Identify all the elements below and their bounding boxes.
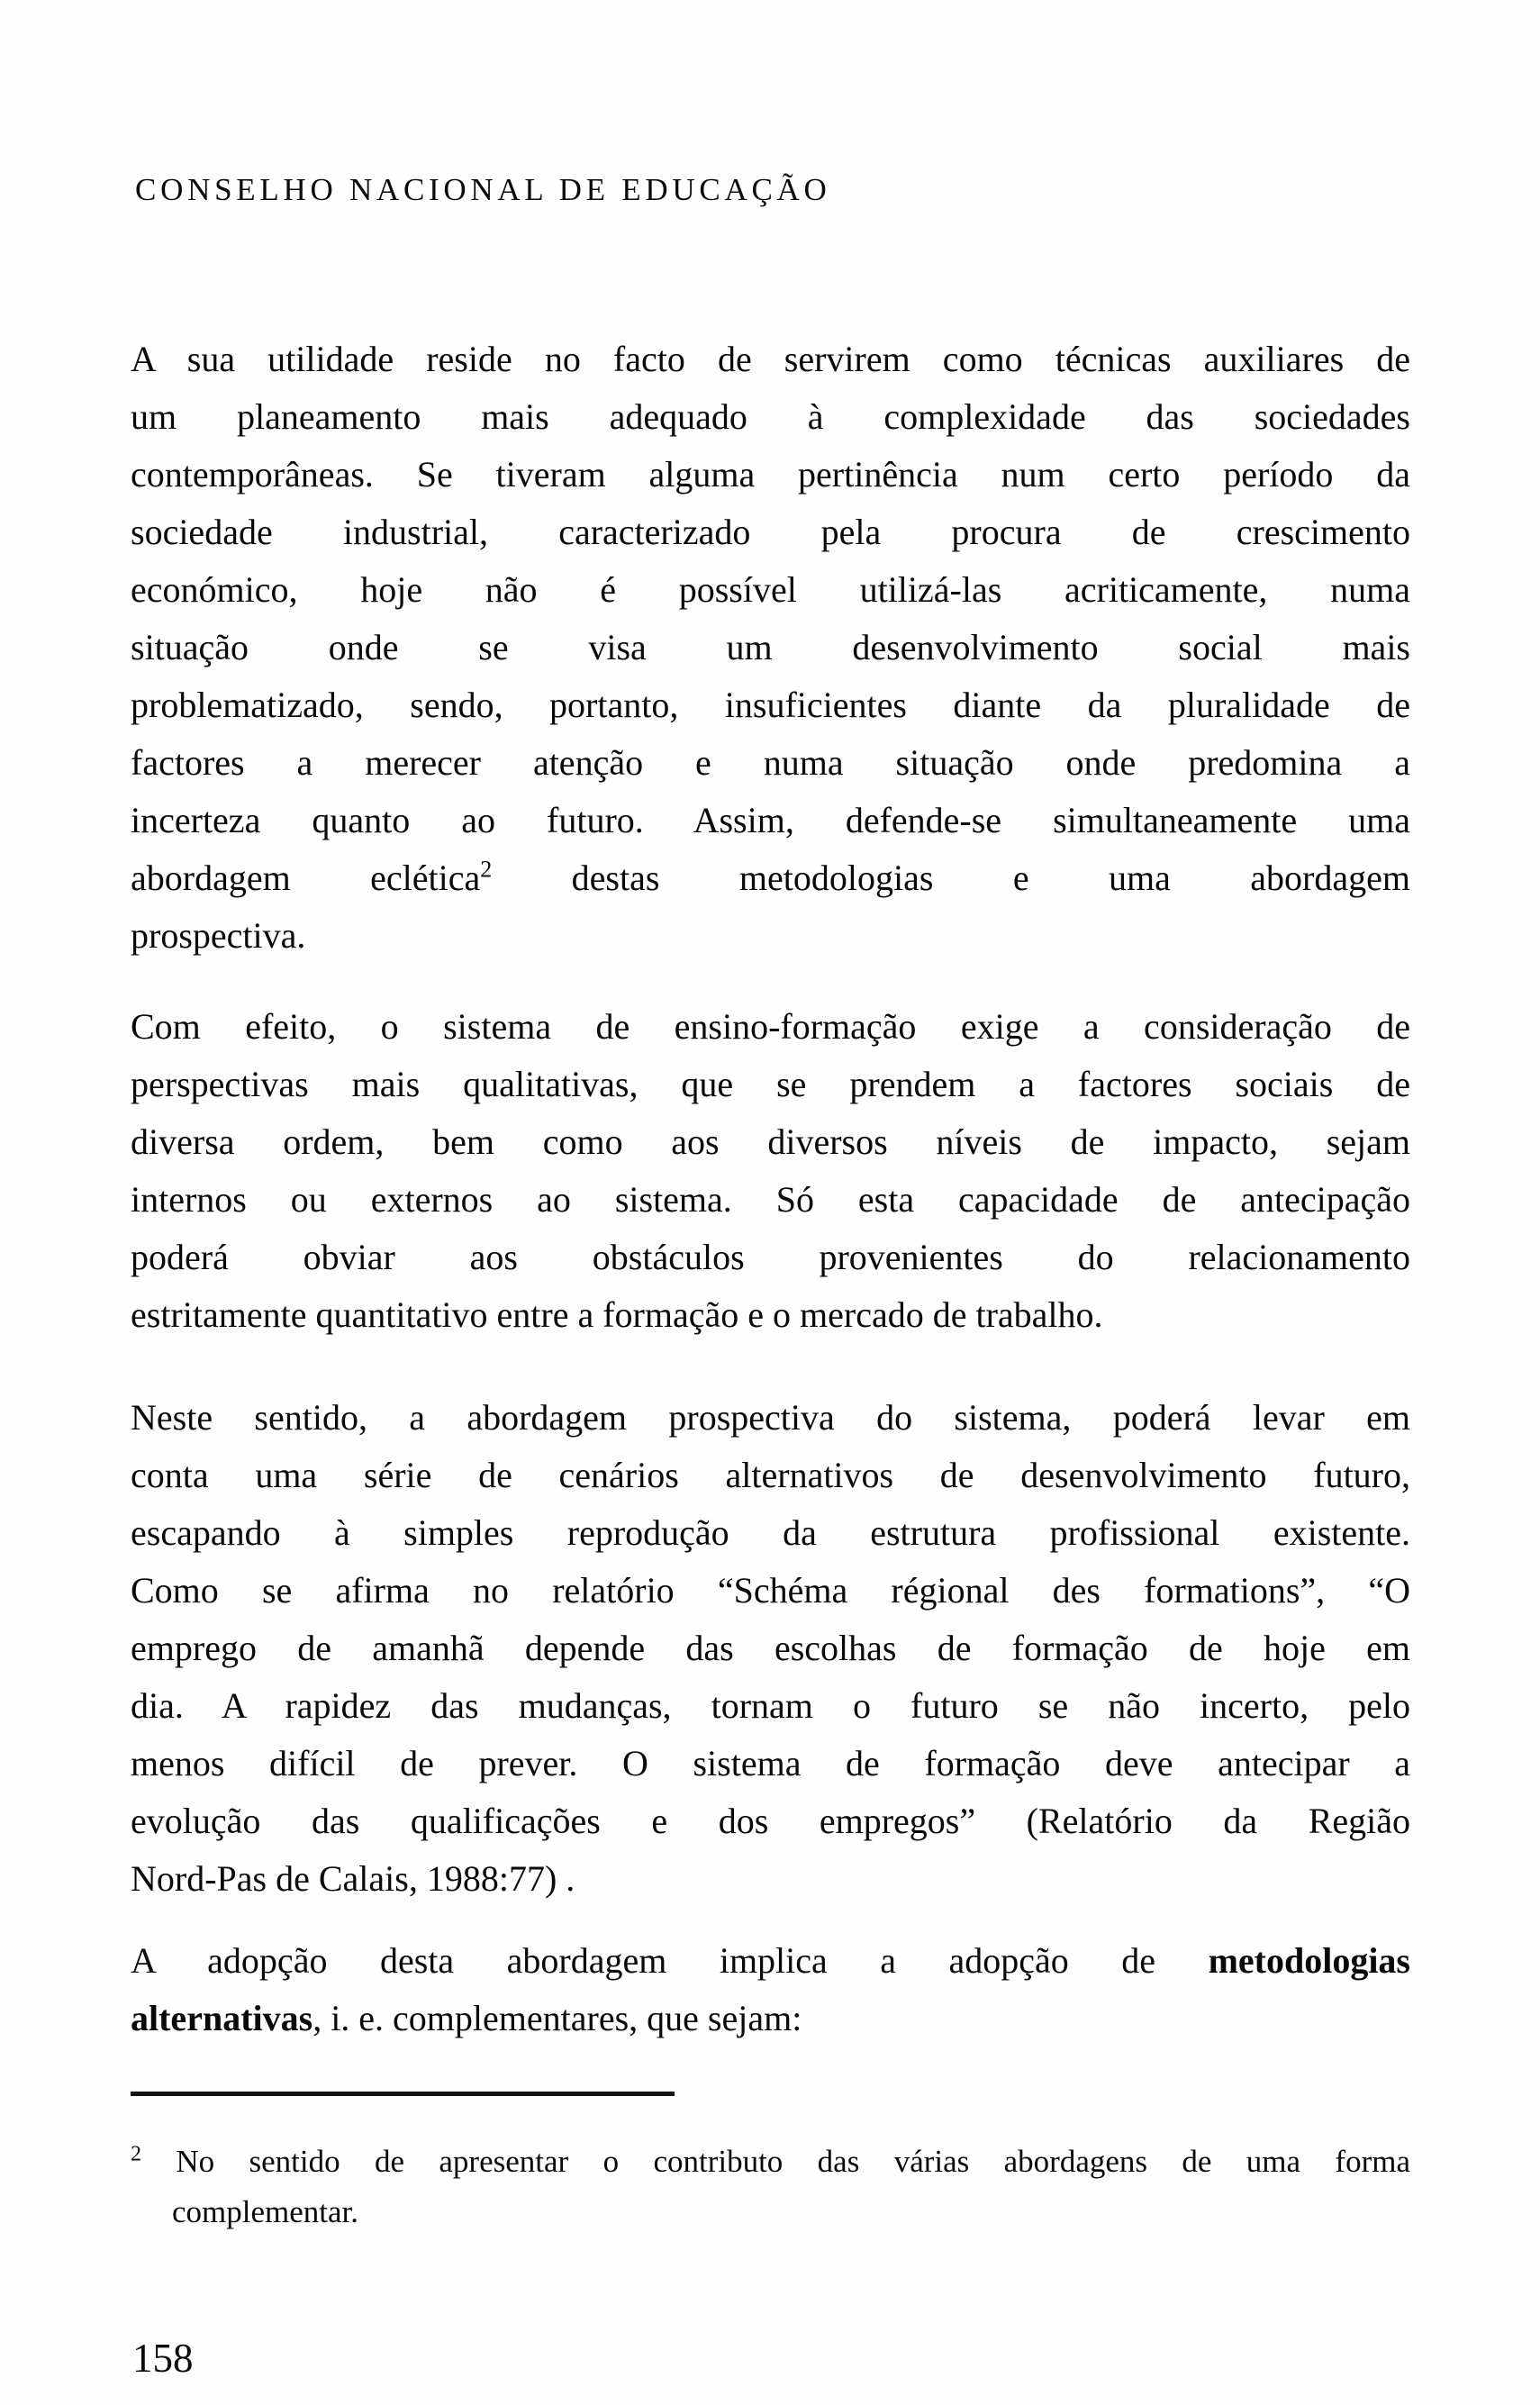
paragraph-4 bbox=[131, 1932, 1410, 2047]
text-line: emprego de amanhã depende das escolhas de formação de hoje em bbox=[131, 1628, 1410, 1668]
text-line: situação onde se visa um desenvolvimento social mais bbox=[131, 627, 1410, 667]
footnote-text: No sentido de apresentar o contributo das várias abordagens de uma forma bbox=[176, 2144, 1410, 2179]
text-line: Como se afirma no relatório “Schéma régional des formations”, “O bbox=[131, 1570, 1410, 1611]
text-line-with-footnote-ref bbox=[131, 849, 1410, 907]
bold-text-segment: metodologias bbox=[1208, 1940, 1410, 1981]
paragraph-1 bbox=[131, 331, 1410, 965]
text-line: diversa ordem, bem como aos diversos níveis de impacto, sejam bbox=[131, 1121, 1410, 1162]
text-line: Com efeito, o sistema de ensino-formação exige a consideração de bbox=[131, 1006, 1410, 1047]
text-line: escapando à simples reprodução da estrutura profissional existente. bbox=[131, 1512, 1410, 1553]
text-line: Neste sentido, a abordagem prospectiva do sistema, poderá levar em bbox=[131, 1397, 1410, 1438]
text-line: factores a merecer atenção e numa situação onde predomina a bbox=[131, 742, 1410, 783]
text-line: económico, hoje não é possível utilizá-las acriticamente, numa bbox=[131, 569, 1410, 610]
text-segment: destas metodologias e uma abordagem bbox=[571, 858, 1410, 898]
text-line: prospectiva. bbox=[131, 915, 306, 956]
bold-text-segment: alternativas bbox=[131, 1998, 313, 2038]
text-line: incerteza quanto ao futuro. Assim, defende-se simultaneamente uma bbox=[131, 800, 1410, 840]
text-segment: abordagem eclética bbox=[131, 858, 481, 898]
text-segment: , i. e. complementares, que sejam: bbox=[313, 1998, 802, 2038]
text-line: um planeamento mais adequado à complexidade das sociedades bbox=[131, 396, 1410, 437]
text-line bbox=[131, 1932, 1410, 1990]
footnote-reference-marker: 2 bbox=[480, 856, 493, 883]
text-line: estritamente quantitativo entre a formação e o mercado de trabalho. bbox=[131, 1294, 1103, 1335]
text-line: conta uma série de cenários alternativos de desenvolvimento futuro, bbox=[131, 1455, 1410, 1495]
footnote bbox=[131, 2137, 1410, 2237]
footnote-divider-rule bbox=[131, 2092, 675, 2096]
text-line: internos ou externos ao sistema. Só esta capacidade de antecipação bbox=[131, 1179, 1410, 1220]
footnote-number: 2 bbox=[131, 2142, 141, 2166]
paragraph-2 bbox=[131, 998, 1410, 1344]
text-line: Nord-Pas de Calais, 1988:77) . bbox=[131, 1858, 575, 1899]
footnote-line bbox=[131, 2137, 1410, 2187]
text-line bbox=[131, 1990, 1410, 2047]
text-line: perspectivas mais qualitativas, que se prendem a factores sociais de bbox=[131, 1064, 1410, 1104]
text-line: menos difícil de prever. O sistema de formação deve antecipar a bbox=[131, 1743, 1410, 1783]
text-line: evolução das qualificações e dos empregos” (Relatório da Região bbox=[131, 1801, 1410, 1841]
text-line: problematizado, sendo, portanto, insuficientes diante da pluralidade de bbox=[131, 685, 1410, 725]
footnote-line: complementar. bbox=[172, 2194, 359, 2229]
paragraph-3 bbox=[131, 1389, 1410, 1908]
text-segment: A adopção desta abordagem implica a adopção de bbox=[131, 1940, 1209, 1981]
text-line: poderá obviar aos obstáculos provenientes do relacionamento bbox=[131, 1237, 1410, 1277]
text-line: A sua utilidade reside no facto de servirem como técnicas auxiliares de bbox=[131, 339, 1410, 379]
text-line: contemporâneas. Se tiveram alguma pertinência num certo período da bbox=[131, 454, 1410, 495]
page-number: 158 bbox=[132, 2336, 194, 2381]
text-line: sociedade industrial, caracterizado pela procura de crescimento bbox=[131, 512, 1410, 552]
text-line: dia. A rapidez das mudanças, tornam o futuro se não incerto, pelo bbox=[131, 1685, 1410, 1726]
running-header: CONSELHO NACIONAL DE EDUCAÇÃO bbox=[135, 172, 831, 207]
